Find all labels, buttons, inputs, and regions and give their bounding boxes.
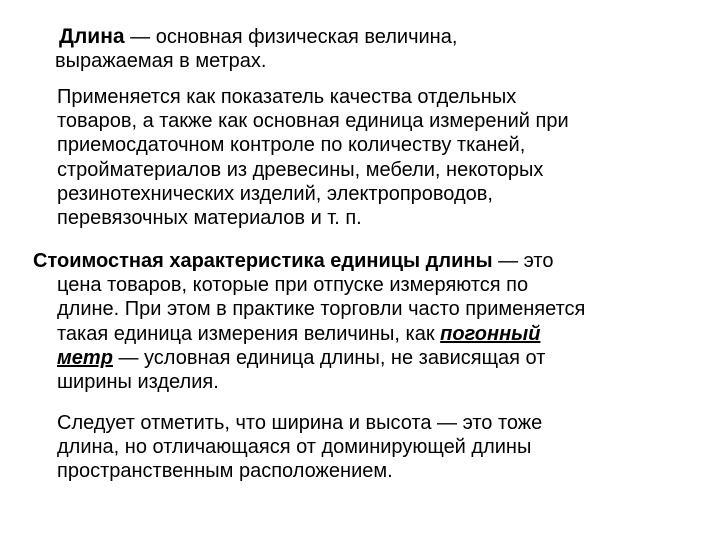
text-segment: — это xyxy=(492,250,554,272)
text-line: выражаемая в метрах. xyxy=(55,50,267,73)
paragraph-usage xyxy=(57,85,569,230)
text-line: Следует отметить, что ширина и высота — это тоже xyxy=(57,412,543,434)
paragraph-width-height-note xyxy=(57,411,542,484)
text-line xyxy=(55,25,457,49)
text-line: длина, но отличающаяся от доминирующей длины xyxy=(57,436,532,459)
text-segment: — основная физическая величина, xyxy=(124,26,458,48)
text-line xyxy=(33,249,585,273)
term-length: Длина xyxy=(59,25,125,48)
text-line: товаров, а также как основная единица измерений при xyxy=(57,110,569,133)
text-line xyxy=(33,346,585,370)
text-line: резинотехнических изделий, электропроводов, xyxy=(57,182,493,205)
text-line: ширины изделия. xyxy=(57,371,219,394)
text-line: цена товаров, которые при отпуске измеряются по xyxy=(57,274,529,297)
term-cost-characteristic: Стоимостная характеристика единицы длины xyxy=(33,250,493,272)
text-line xyxy=(33,322,585,346)
text-line: стройматериалов из древесины, мебели, некоторых xyxy=(57,158,544,181)
text-line: пространственным расположением. xyxy=(57,460,393,483)
paragraph-cost-characteristic xyxy=(33,249,585,394)
text-line: Применяется как показатель качества отдельных xyxy=(57,86,517,108)
text-line: приемосдаточном контроле по количеству тканей, xyxy=(57,134,526,157)
text-line: перевязочных материалов и т. п. xyxy=(57,207,362,230)
paragraph-length-definition xyxy=(55,25,457,73)
text-segment: — условная единица длины, не зависящая от xyxy=(112,346,546,369)
term-running-meter-part1: погонный xyxy=(440,322,541,345)
term-running-meter-part2: метр xyxy=(57,346,113,369)
text-line: длине. При этом в практике торговли часто применяется xyxy=(57,298,586,321)
text-segment: такая единица измерения величины, как xyxy=(57,322,441,345)
